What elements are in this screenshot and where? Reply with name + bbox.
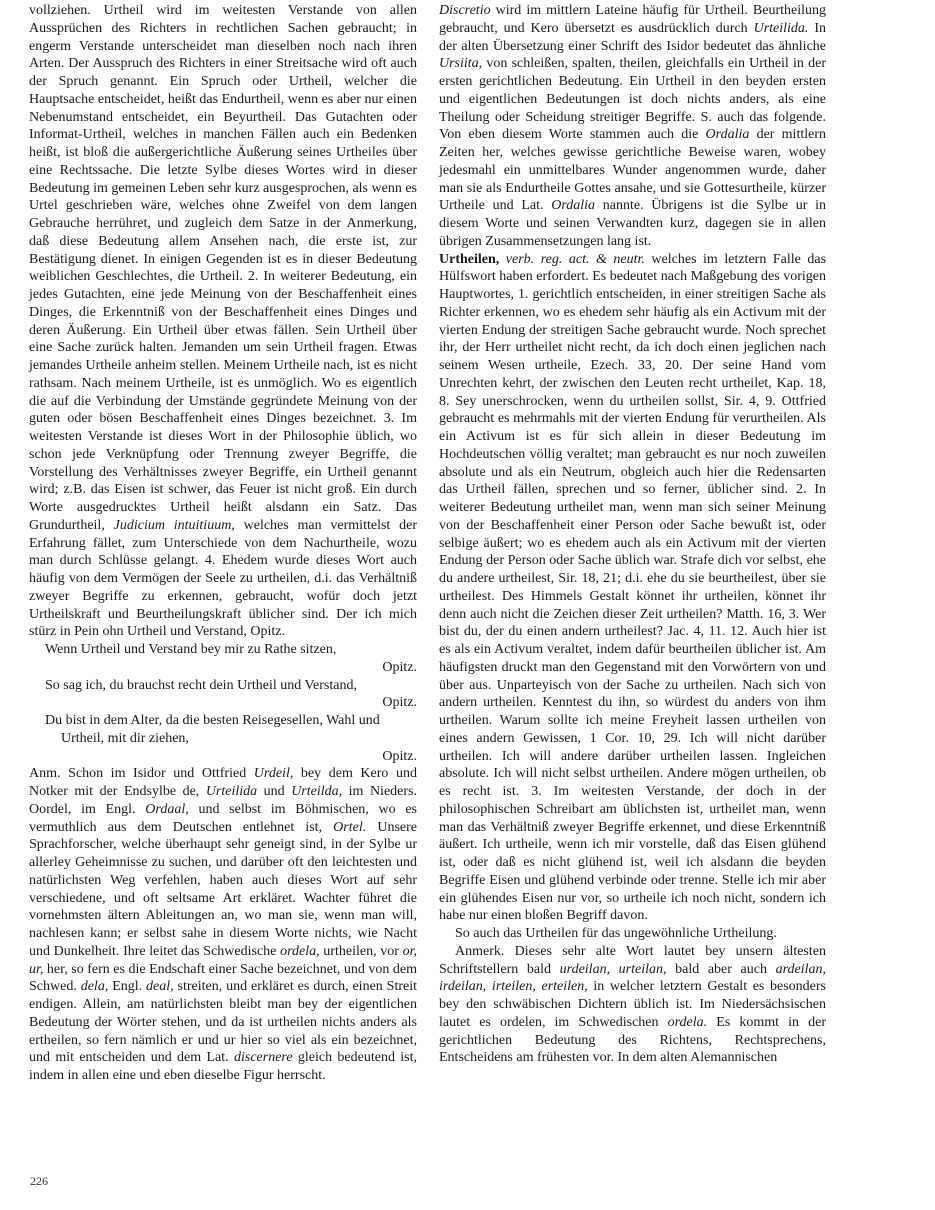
right-column: [439, 2, 826, 1067]
entry-note: So auch das Urtheilen für das ungewöhnliche Urtheilung.: [455, 926, 777, 941]
entry-urtheilen: Urtheilen, verb. reg. act. & neutr. welches im letztern Falle das Hülfswort haben erfordert. Es bedeutet nach Maßgebung des vorigen Hauptwortes, 1. gerichtlich entscheiden, in einer streitigen Sache als Richter erkennen, wo es ehedem sehr häufig als ein Activum mit der vierten Endung der streitigen Sache gebraucht wurde. Noch sprechet ihr, der Herr urtheilet nicht recht, da ich doch einen jeglichen nach seinem Wesen urtheile, Ezech. 33, 20. Der seine Hand vom Unrechten kehrt, der zwischen den Leuten recht urtheilet, Kap. 18, 8. Sey unerschrocken, wenn du urtheilen sollst, Sir. 4, 9. Ottfried gebraucht es mehrmahls mit der vierten Endung für verurtheilen. Als ein Activum ist es für sich allein in dieser Bedeutung im Hochdeutschen völlig veraltet; man gebraucht es nur noch zuweilen absolute und als ein Neutrum, obgleich auch hier die Redensarten das Urtheil fällen, sprechen und so ferner, üblicher sind. 2. In weiterer Bedeutung urtheilet man, wenn man sich seiner Meinung von der Beschaffenheit einer Person oder Sache bewußt ist, oder selbige äußert; wo es ehedem auch als ein Activum mit der vierten Endung der Person oder Sache üblich war. Strafe dich vor selbst, ehe du andere urtheilest, Sir. 18, 21; d.i. ehe du sie beurtheilest, über sie urtheilest. Des Himmels Gestalt könnet ihr urtheilen, könnet ihr denn auch nicht die Zeichen dieser Zeit urtheilen? Matth. 16, 3. Wer bist du, der du einen andern urtheilest? Jac. 4, 11. 12. Auch hier ist es als ein Activum veraltet, indem dafür beurtheilen üblicher ist. Am häufigsten druckt man den Gegenstand mit den Vorwörtern von und über aus. Unparteyisch von der Sache zu urtheilen. Nach sich von andern urtheilen. Kenntest du ihn, so würdest du anders von ihm urtheilen. Warum sollte ich meine Freyheit lassen urtheilen von eines andern Gewissen, 1 Cor. 10, 29. Ich will nicht darüber urtheilen. Ich will andere darüber urtheilen lassen. Ingleichen absolute. Ich will nicht selbst urtheilen. Andere mögen urtheilen, ob es recht ist. 3. Im weitesten Verstande, der doch in der philosophischen Schreibart am üblichsten ist, urtheilet man, wenn man das Verhältniß zweyer Begriffe erkennet, und diese Erkenntniß äußert. Ich urtheile, wenn ich mir vorstelle, daß das Eisen glühend ist, oder daß es nicht glühend ist, weil ich alsdann die beyden Begriffe Eisen und glühend verbinde oder trenne. Stelle ich mir aber ein glühendes Eisen nur vor, so urtheile ich noch nicht, sondern ich habe nur einen bloßen Begriff davon.: [439, 251, 827, 924]
verse-author: Opitz.: [382, 748, 417, 764]
left-column: [29, 2, 417, 1085]
grammar-label: verb. reg. act. & neutr.: [505, 251, 645, 267]
page-number: 226: [30, 1174, 48, 1188]
verse-quote: So sag ich, du brauchst recht dein Urtheil und Verstand,: [45, 677, 357, 693]
verse-author: Opitz.: [382, 695, 417, 711]
entry-urtheil-continuation: vollziehen. Urtheil wird im weitesten Verstande von allen Aussprüchen des Richters in rechtlichen Sachen gebraucht; in engerm Verstande unterscheidet man dieselben noch nach ihren Arten. Der Ausspruch des Richters in einer Streitsache wird oft auch der Spruch genannt. Ein Spruch oder Urtheil, welcher die Hauptsache entscheidet, heißt das Endurtheil, wenn es aber nur einen Nebenumstand entscheidet, ein Beyurtheil. Das Gutachten oder Informat-Urtheil, welches in manchen Fällen auch ein Bedenken heißt, ist bloß die außergerichtliche Äußerung seines Urtheiles über eine Rechtssache. Die letzte Sylbe dieses Wortes wird in dieser Bedeutung im gemeinen Leben sehr kurz ausgesprochen, als wenn es Urtel geschrieben wäre, welches ohne Zweifel von dem langen Gebrauche herrühret, und zugleich dem Satze in der Anmerkung, daß diese Bedeutung allem Ansehen nach, die erste ist, zur Bestätigung dienet. In einigen Gegenden ist es in dieser Bedeutung weiblichen Geschlechtes, die Urtheil. 2. In weiterer Bedeutung, ein jedes Gutachten, eine jede Meinung von der Beschaffenheit eines Dinges, die Erkenntniß von der Beschaffenheit eines Dinges und deren Äußerung. Ein Urtheil über etwas fällen. Sein Urtheil über eine Sache zurück halten. Jemanden um sein Urtheil fragen. Etwas jemandes Urtheile anheim stellen. Meinem Urtheile nach, ist es nicht rathsam. Nach meinem Urtheile, ist es unmöglich. Wo es eigentlich die auf die Verbindung der Umstände gegründete Meinung von der guten oder bösen Beschaffenheit eines Dinges bezeichnet. 3. Im weitesten Verstande ist dieses Wort in der Philosophie üblich, wo schon jede Verknüpfung oder Trennung zweyer Begriffe, die Vorstellung des Verhältnisses zweyer Begriffe, ein Urtheil genannt wird; z.B. das Eisen ist schwer, das Feuer ist nicht groß. Ein durch Worte ausgedrucktes Urtheil heißt alsdann ein Satz. Das Grundurtheil, Judicium intuitiuum, welches man vermittelst der Erfahrung fället, zum Unterschiede von dem Nachurtheile, wozu man durch Schlüsse gelangt. 4. Ehedem wurde dieses Wort auch häufig von dem Vermögen der Seele zu urtheilen, d.i. das Verhältniß zweyer Begriffe zu erkennen, gebraucht, wofür doch jetzt Urtheilskraft und Beurtheilungskraft üblicher sind. Der ich mich stürz in Pein ohn Urtheil und Verstand, Opitz.: [29, 3, 417, 640]
verse-quote: Du bist in dem Alter, da die besten Reisegesellen, Wahl und Urtheil, mit dir ziehen,: [45, 713, 380, 746]
annotation-paragraph: Anm. Schon im Isidor und Ottfried Urdeil, bey dem Kero und Notker mit der Endsylbe de, Urteilida und Urteilda, im Nieders. Oordel, im Engl. Ordaal, und selbst im Böhmischen, wo es vermuthlich aus dem Deutschen entlehnet ist, Ortel. Unsere Sprachforscher, welche überhaupt sehr geneigt sind, in der Sylbe ur allerley Geheimnisse zu suchen, und darüber oft den leichtesten und natürlichsten Weg verfehlen, haben auch dieses Wort auf sehr verschiedene, und oft seltsame Art erkläret. Wachter führet die vornehmsten ältern Ableitungen an, wo man sie, wenn man will, nachlesen kann; er selbst sahe in diesem Worte nichts, wie Nacht und Dunkelheit. Ihre leitet das Schwedische ordela, urtheilen, vor or, ur, her, so fern es die Endschaft einer Sache bezeichnet, und von dem Schwed. dela, Engl. deal, streiten, und erkläret es durch, einen Streit endigen. Allein, am natürlichsten bleibt man bey der eigentlichen Bedeutung der Wörter stehen, und da ist urtheilen nichts anders als ertheilen, so fern nämlich er und ur hier so viel als ein bezeichnet, und mit entscheiden und dem Lat. discernere gleich bedeutend ist, indem in allen eine und eben dieselbe Figur herrscht.: [29, 766, 418, 1083]
headword: Urtheilen,: [439, 251, 500, 267]
annotation-continuation: Discretio wird im mittlern Lateine häufig für Urtheil. Beurtheilung gebraucht, und Kero übersetzt es ausdrücklich durch Urteilida. In der alten Übersetzung einer Schrift des Isidor bedeutet das ähnliche Ursiita, von schleißen, spalten, theilen, gleichfalls ein Urtheil in der ersten gerichtlichen Bedeutung. Ein Urtheil in den beyden ersten und eigentlichen Bedeutungen ist doch nichts anders, als eine Theilung oder Scheidung streitiger Begriffe. S. auch das folgende. Von eben diesem Worte stammen auch die Ordalia der mittlern Zeiten her, welches gewisse gerichtliche Beweise waren, wobey jedesmahl ein unmittelbares Wunder angenommen wurde, daher man sie als Endurtheile Gottes ansahe, und sie Gottesurtheile, kürzer Urtheile und Lat. Ordalia nannte. Übrigens ist die Sylbe ur in diesem Worte und seinen Verwandten kurz, dagegen sie in allen übrigen Zusammensetzungen lang ist.: [439, 3, 826, 249]
verse-quote: Wenn Urtheil und Verstand bey mir zu Rathe sitzen,: [45, 642, 337, 657]
verse-author: Opitz.: [382, 659, 417, 675]
annotation-paragraph: Anmerk. Dieses sehr alte Wort lautet bey unsern ältesten Schriftstellern bald urdeilan, urteilan, bald aber auch ardeilan, irdeilan, irteilen, erteilen, in welcher letztern Gestalt es besonders bey den schwäbischen Dichtern üblich ist. Im Niedersächsischen lautet es ordelen, im Schwedischen ordela. Es kommt in der gerichtlichen Bedeutung des Richtens, Rechtsprechens, Entscheidens am frühesten vor. In dem alten Alemannischen: [439, 943, 827, 1066]
